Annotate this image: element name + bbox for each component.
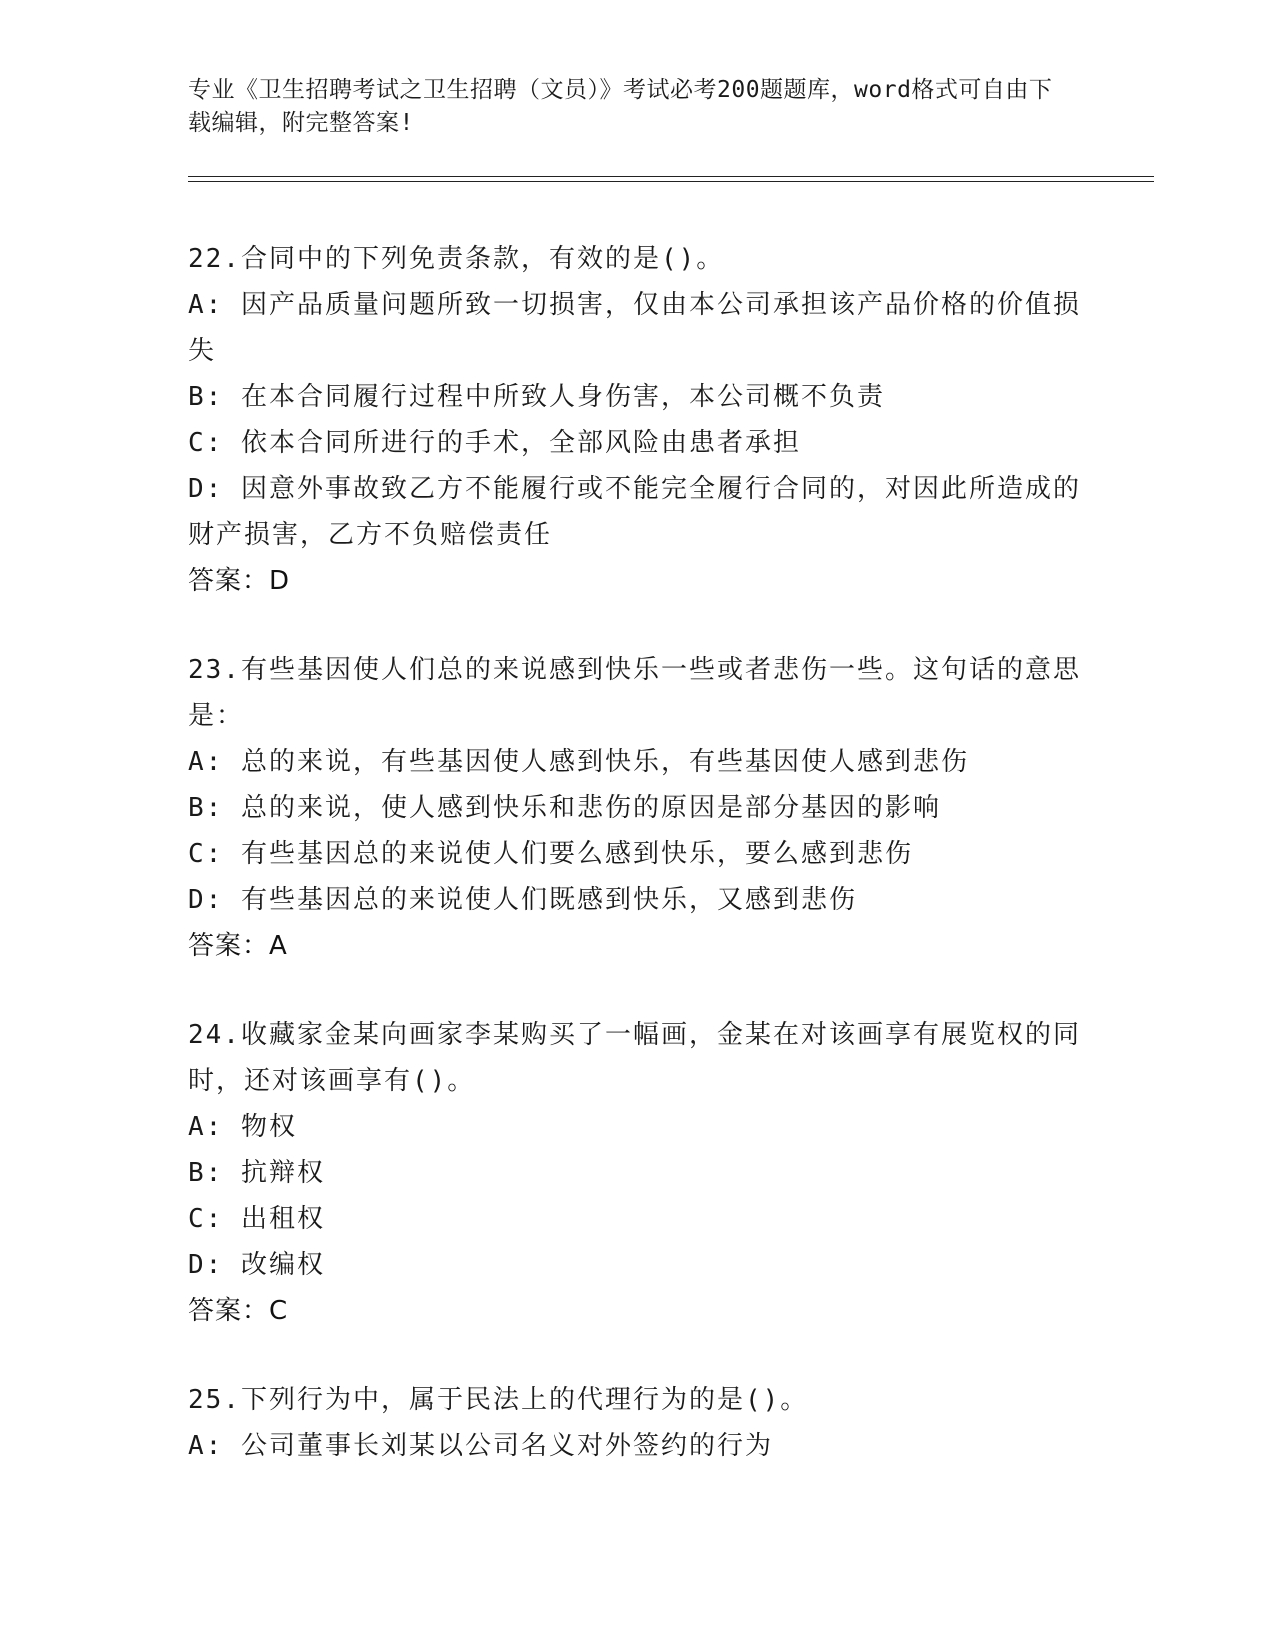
option-b: B: 总的来说，使人感到快乐和悲伤的原因是部分基因的影响	[188, 793, 941, 823]
option-c: C: 出租权	[188, 1204, 325, 1234]
option-d: D: 因意外事故致乙方不能履行或不能完全履行合同的，对因此所造成的财产损害，乙方不负赔偿责任	[188, 474, 1081, 550]
question-25	[188, 1377, 1088, 1469]
option-b: B: 在本合同履行过程中所致人身伤害，本公司概不负责	[188, 382, 885, 412]
option-a: A: 物权	[188, 1112, 297, 1142]
question-stem: 25.下列行为中，属于民法上的代理行为的是()。	[188, 1385, 809, 1415]
question-24	[188, 1012, 1088, 1334]
option-b: B: 抗辩权	[188, 1158, 325, 1188]
question-22	[188, 236, 1088, 604]
option-d: D: 有些基因总的来说使人们既感到快乐，又感到悲伤	[188, 885, 857, 915]
answer-label: 答案：C	[188, 1296, 289, 1326]
question-list	[188, 236, 1088, 1512]
option-d: D: 改编权	[188, 1250, 325, 1280]
option-a: A: 总的来说，有些基因使人感到快乐，有些基因使人感到悲伤	[188, 747, 969, 777]
answer-label: 答案：D	[188, 566, 291, 596]
option-c: C: 依本合同所进行的手术，全部风险由患者承担	[188, 428, 801, 458]
option-a: A: 因产品质量问题所致一切损害，仅由本公司承担该产品价格的价值损失	[188, 290, 1081, 366]
option-c: C: 有些基因总的来说使人们要么感到快乐，要么感到悲伤	[188, 839, 913, 869]
document-header: 专业《卫生招聘考试之卫生招聘（文员）》考试必考200题题库，word格式可自由下载编辑，附完整答案!	[188, 77, 1053, 136]
question-stem: 23.有些基因使人们总的来说感到快乐一些或者悲伤一些。这句话的意思是：	[188, 655, 1081, 731]
header-divider-top	[188, 176, 1154, 177]
question-23	[188, 647, 1088, 969]
option-a: A: 公司董事长刘某以公司名义对外签约的行为	[188, 1431, 773, 1461]
answer-label: 答案：A	[188, 931, 288, 961]
header-divider-bottom	[188, 181, 1154, 182]
question-stem: 22.合同中的下列免责条款，有效的是()。	[188, 244, 725, 274]
question-stem: 24.收藏家金某向画家李某购买了一幅画，金某在对该画享有展览权的同时，还对该画享有()。	[188, 1020, 1081, 1096]
